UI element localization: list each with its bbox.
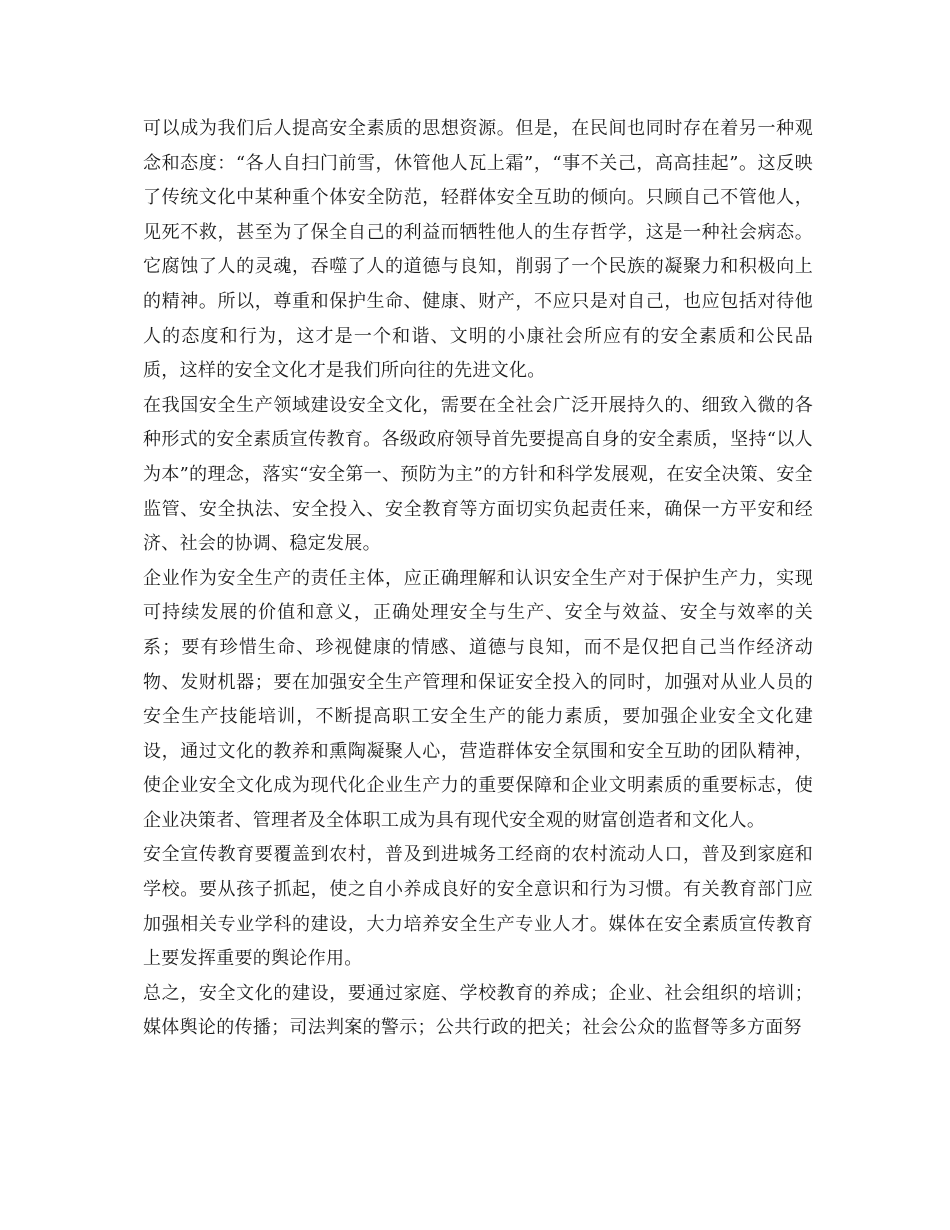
document-body xyxy=(143,112,813,1046)
paragraph: 总之，安全文化的建设，要通过家庭、学校教育的养成；企业、社会组织的培训；媒体舆论的传播；司法判案的警示；公共行政的把关；社会公众的监督等多方面努 xyxy=(143,982,813,1039)
paragraph: 在我国安全生产领域建设安全文化，需要在全社会广泛开展持久的、细致入微的各种形式的安全素质宣传教育。各级政府领导首先要提高自身的安全素质，坚持“以人为本”的理念，落实“安全第一、预防为主”的方针和科学发展观，在安全决策、安全监管、安全执法、安全投入、安全教育等方面切实负起责任来，确保一方平安和经济、社会的协调、稳定发展。 xyxy=(143,394,813,555)
paragraph: 可以成为我们后人提高安全素质的思想资源。但是，在民间也同时存在着另一种观念和态度：“各人自扫门前雪，休管他人瓦上霜”，“事不关己，高高挂起”。这反映了传统文化中某种重个体安全防范，轻群体安全互助的倾向。只顾自己不管他人，见死不救，甚至为了保全自己的利益而牺牲他人的生存哲学，这是一种社会病态。它腐蚀了人的灵魂，吞噬了人的道德与良知，削弱了一个民族的凝聚力和积极向上的精神。所以，尊重和保护生命、健康、财产，不应只是对自己，也应包括对待他人的态度和行为，这才是一个和谐、文明的小康社会所应有的安全素质和公民品质，这样的安全文化才是我们所向往的先进文化。 xyxy=(143,118,813,382)
paragraph: 企业作为安全生产的责任主体，应正确理解和认识安全生产对于保护生产力，实现可持续发展的价值和意义，正确处理安全与生产、安全与效益、安全与效率的关系；要有珍惜生命、珍视健康的情感、道德与良知，而不是仅把自己当作经济动物、发财机器；要在加强安全生产管理和保证安全投入的同时，加强对从业人员的安全生产技能培训，不断提高职工安全生产的能力素质，要加强企业安全文化建设，通过文化的教养和熏陶凝聚人心，营造群体安全氛围和安全互助的团队精神，使企业安全文化成为现代化企业生产力的重要保障和企业文明素质的重要标志，使企业决策者、管理者及全体职工成为具有现代安全观的财富创造者和文化人。 xyxy=(143,567,813,831)
paragraph: 安全宣传教育要覆盖到农村，普及到进城务工经商的农村流动人口，普及到家庭和学校。要从孩子抓起，使之自小养成良好的安全意识和行为习惯。有关教育部门应加强相关专业学科的建设，大力培养安全生产专业人才。媒体在安全素质宣传教育上要发挥重要的舆论作用。 xyxy=(143,844,813,970)
